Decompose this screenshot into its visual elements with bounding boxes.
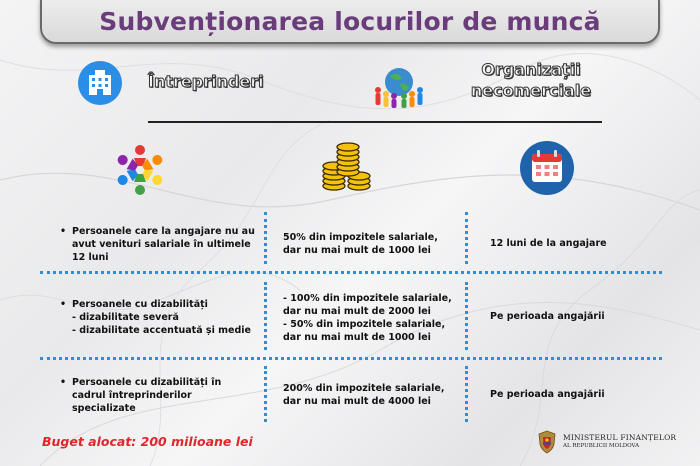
row3-subsidy: 200% din impozitele salariale, dar nu mai mult de 4000 lei [283,383,445,407]
header-ngo-line1: Organizații [481,60,581,79]
office-building-icon [77,60,123,106]
row1-category: • Persoanele care la angajare nu au avut venituri salariale în ultimele 12 luni [60,226,255,263]
coin-stacks-icon [318,142,376,194]
separator-h1 [40,271,662,274]
separator-v1-row1 [264,212,267,264]
header-ngo [462,59,600,101]
header-divider [148,121,602,123]
separator-v1-row3 [264,366,267,422]
title-banner [40,0,660,44]
separator-v2-row2 [465,282,468,350]
budget-text: Buget alocat: 200 milioane lei [42,434,253,449]
coat-of-arms-icon [537,430,557,454]
row1-period: 12 luni de la angajare [490,238,607,249]
row2-subsidy: - 100% din impozitele salariale, dar nu mai mult de 2000 lei - 50% din impozitele salariale, dar nu mai mult de 1000 lei [283,293,452,343]
ministry-line2: AL REPUBLICII MOLDOVA [563,443,640,449]
separator-v1-row2 [264,282,267,350]
separator-h2 [40,357,662,360]
calendar-icon [519,140,575,196]
row3-period: Pe perioada angajării [490,389,605,400]
row1-subsidy: 50% din impozitele salariale, dar nu mai mult de 1000 lei [283,232,438,256]
header-ngo-line2: necomerciale [470,81,592,100]
row2-period: Pe perioada angajării [490,311,605,322]
separator-v2-row1 [465,212,468,264]
ministry-logo [537,430,676,454]
row3-category: • Persoanele cu dizabilități în cadrul întreprinderilor specializate [60,377,222,414]
people-around-globe-icon [372,64,426,108]
header-enterprises: Întreprinderi [148,72,264,91]
row2-category: • Persoanele cu dizabilități - dizabilitate severă - dizabilitate accentuată și medie [60,299,251,336]
diverse-people-circle-icon [112,142,168,198]
separator-v2-row3 [465,366,468,422]
ministry-line1: MINISTERUL FINANȚELOR [563,433,677,442]
page-title: Subvenționarea locurilor de muncă [99,7,601,36]
